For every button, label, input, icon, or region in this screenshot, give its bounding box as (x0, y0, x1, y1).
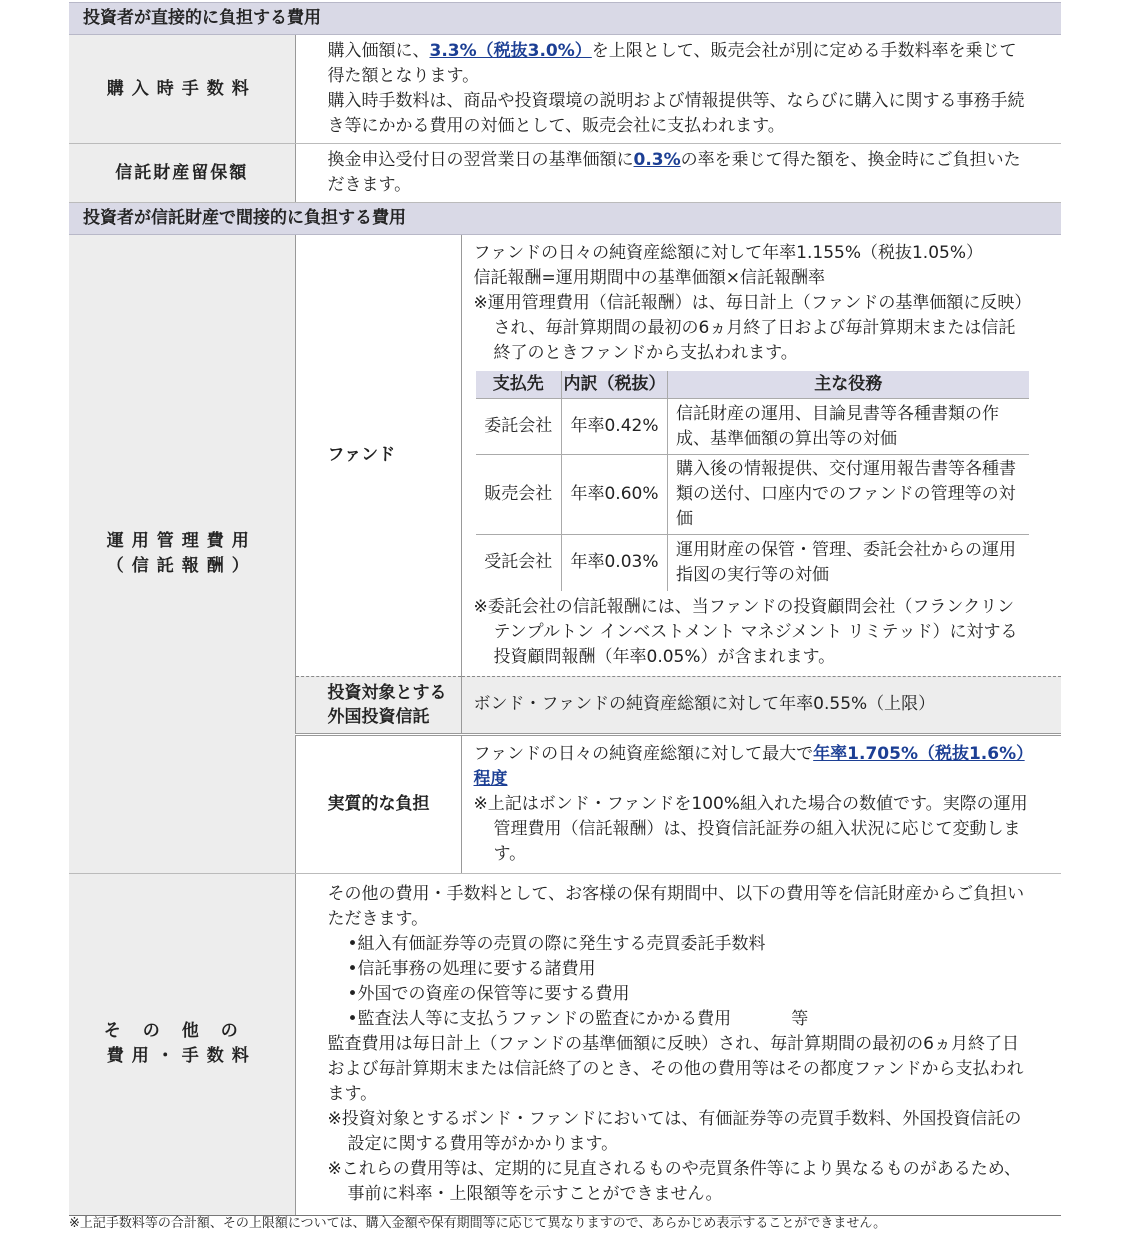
purchase-fee-rate: 3.3%（税抜3.0%） (429, 41, 592, 61)
fund-note-2: ※委託会社の信託報酬には、当ファンドの投資顧問会社（フランクリン テンプルトン インベストメント マネジメント リミテッド）に対する投資顧問報酬（年率0.05%）が含まれます。 (473, 596, 1018, 667)
footer-note: ※上記手数料等の合計額、その上限額については、購入金額や保有期間等に応じて異なりますので、あらかじめ表示することができません。 (69, 1216, 887, 1231)
fund-note-1: ※運用管理費用（信託報酬）は、毎日計上（ファンドの基準価額に反映）され、毎計算期間の最初の6ヵ月終了日および毎計算期末または信託終了のときファンドから支払われます。 (473, 293, 1023, 363)
section-header-indirect: 投資者が信託財産で間接的に負担する費用 (69, 203, 1061, 235)
purchase-fee-label: 購入時手数料 (69, 35, 295, 144)
retention-label: 信託財産留保額 (69, 144, 295, 203)
list-item: •外国での資産の保管等に要する費用 (347, 983, 630, 1004)
mgmt-fee-label: 運用管理費用 （信託報酬） (69, 235, 295, 874)
retention-content: 換金申込受付日の翌営業日の基準価額に0.3%の率を乗じて得た額を、換金時にご負担いただきます。 (295, 144, 1061, 203)
list-item: •信託事務の処理に要する諸費用 (347, 958, 596, 979)
section-header-direct: 投資者が直接的に負担する費用 (69, 3, 1061, 35)
fund-content: ファンドの日々の純資産総額に対して年率1.155%（税抜1.05%） 信託報酬=運用期間中の基準価額×信託報酬率 ※運用管理費用（信託報酬）は、毎日計上（ファンドの基準価額に反映）され、毎計算期間の最初の6ヵ月終了日および毎計算期末または信託終了のときファンドから支払われます。 支払先 内訳（税抜） 主な役務 委託会社 年率0.42% 信託財産の運用、目論見書等各種書類の作成、基準価額の算出等の対価 販売会社 年率0.60% 購入後の情報提供、交付運用報告書等各種書類の送付、口座内でのファンドの管理等の対価 受託会社 年率0.03% 運用財産の保管・管理、委託会社からの運用指図の実行等の対価 ※委託会社の信託報酬には、当ファンドの投資顧問会社（フランクリン テンプルトン インベストメント マネジメント リミテッド）に対する投資顧問報酬（年率0.05%）が含まれます。 (461, 235, 1061, 677)
effective-burden-content: ファンドの日々の純資産総額に対して最大で年率1.705%（税抜1.6%）程度 ※上記はボンド・ファンドを100%組入れた場合の数値です。実際の運用管理費用（信託報酬）は、投資信託証券の組入状況に応じて変動します。 (461, 734, 1061, 873)
other-fees-label: その他の 費用・手数料 (69, 873, 295, 1215)
fund-label: ファンド (295, 235, 461, 677)
fee-table (69, 2, 1061, 1216)
target-fund-content: ボンド・ファンドの純資産総額に対して年率0.55%（上限） (461, 676, 1061, 734)
purchase-fee-content: 購入価額に、3.3%（税抜3.0%）を上限として、販売会社が別に定める手数料率を乗じて得た額となります。 購入時手数料は、商品や投資環境の説明および情報提供等、ならびに購入に関する事務手続き等にかかる費用の対価として、販売会社に支払われます。 (295, 35, 1061, 144)
list-item: •組入有価証券等の売買の際に発生する売買委託手数料 (347, 933, 766, 954)
list-item: •監査法人等に支払うファンドの監査にかかる費用 等 (347, 1008, 809, 1029)
fee-breakdown-table: 支払先 内訳（税抜） 主な役務 委託会社 年率0.42% 信託財産の運用、目論見書等各種書類の作成、基準価額の算出等の対価 販売会社 年率0.60% 購入後の情報提供、交付運用報告書等各種書類の送付、口座内でのファンドの管理等の対価 受託会社 年率0.03% 運用財産の保管・管理、委託会社からの運用指図の実行等の対価 (476, 371, 1029, 591)
other-fees-content: その他の費用・手数料として、お客様の保有期間中、以下の費用等を信託財産からご負担いただきます。 •組入有価証券等の売買の際に発生する売買委託手数料 •信託事務の処理に要する諸費用 •外国での資産の保管等に要する費用 •監査法人等に支払うファンドの監査にかかる費用 等 監査費用は毎日計上（ファンドの基準価額に反映）され、毎計算期間の最初の6ヵ月終了日および毎計算期末または信託終了のとき、その他の費用等はその都度ファンドから支払われます。 ※投資対象とするボンド・ファンドにおいては、有価証券等の売買手数料、外国投資信託の設定に関する費用等がかかります。 ※これらの費用等は、定期的に見直されるものや売買条件等により異なるものがあるため、事前に料率・上限額等を示すことができません。 (295, 873, 1061, 1215)
purchase-fee-desc: 購入時手数料は、商品や投資環境の説明および情報提供等、ならびに購入に関する事務手続き等にかかる費用の対価として、販売会社に支払われます。 (327, 91, 1025, 136)
target-fund-label: 投資対象とする 外国投資信託 (295, 676, 461, 734)
effective-burden-label: 実質的な負担 (295, 734, 461, 873)
effective-rate: 年率1.705%（税抜1.6%）程度 (473, 743, 1025, 789)
retention-rate: 0.3% (633, 150, 681, 170)
other-fee-list (328, 932, 1032, 1032)
